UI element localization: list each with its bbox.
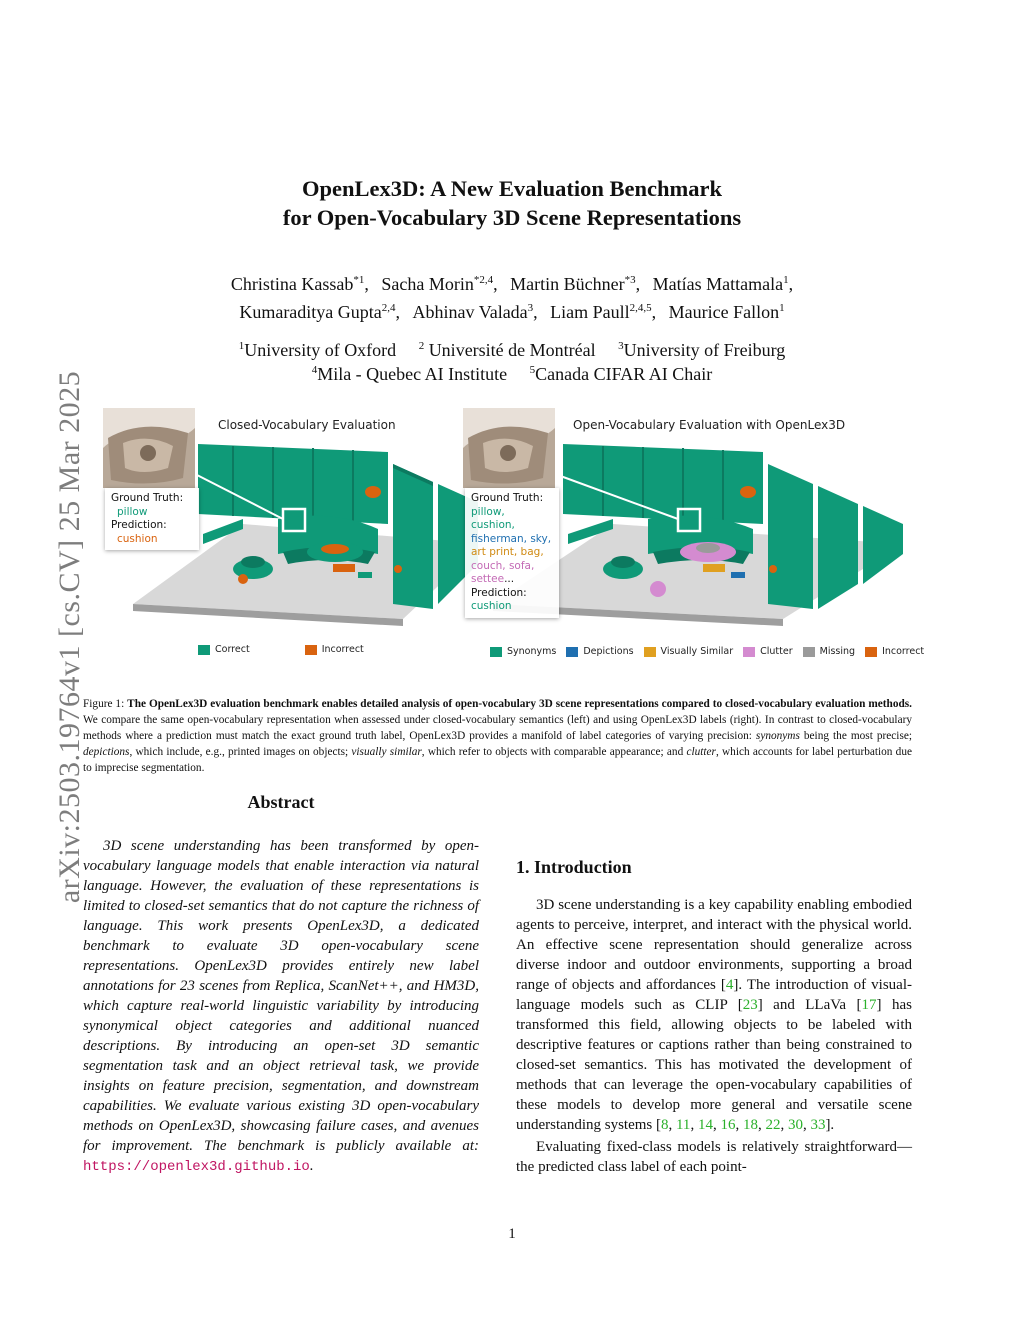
author: Christina Kassab$^{*1}$,: [230, 274, 369, 294]
introduction-heading: 1. Introduction: [516, 857, 632, 877]
affiliation-name: Canada CIFAR AI Chair: [535, 364, 713, 384]
author-name: Liam Paull: [550, 302, 630, 322]
legend-item-visually-similar: [644, 646, 734, 657]
pred-label: Prediction:: [111, 519, 167, 531]
citation-link[interactable]: 8: [660, 1117, 669, 1133]
intro-text: ] has transformed this field, allowing objects to be labeled with descriptive features or captions rather than being constrained to closed-set semantics. This has motivated the development of methods that can leverage the open-vocabulary capabilities of these models to develop more general and versatile scene understanding systems [: [516, 997, 912, 1133]
author-list: [0, 270, 1024, 326]
affiliation-sup: 4: [311, 364, 318, 376]
legend-item-missing: [803, 646, 855, 657]
affiliation-name: Université de Montréal: [424, 340, 596, 360]
caption-term: depictions: [83, 746, 130, 758]
caption-term: synonyms: [755, 730, 800, 742]
caption-text: , which include, e.g., printed images on objects;: [129, 746, 352, 758]
caption-prefix: Figure 1:: [83, 698, 128, 710]
author-name: Matías Mattamala: [652, 274, 784, 294]
scene-right-wall: [768, 464, 813, 609]
project-url-link[interactable]: https://openlex3d.github.io: [83, 1159, 310, 1175]
pred-value: cushion: [117, 532, 158, 545]
abstract-end: .: [309, 1158, 314, 1174]
affiliation: [618, 340, 785, 360]
affiliation-sup: 5: [529, 364, 536, 376]
caption-term: visually similar: [351, 746, 422, 758]
affiliation: [419, 340, 596, 360]
intro-paragraph-1: 3D scene understanding is a key capability enabling embodied agents to perceive, interpret, and interact with the physical world. An effective scene representation should generalize across diverse indoor and outdoor environments, supporting a broad range of objects and affordances [4]. The introduction of visual-language models such as CLIP [23] and LLaVa [17] has transformed this field, allowing objects to be labeled with descriptive features or captions rather than being constrained to closed-set semantics. This has motivated the development of methods that can leverage the open-vocabulary capabilities of these models to develop more general and versatile scene understanding systems [8, 11, 14, 16, 18, 22, 30, 33].: [516, 897, 912, 1133]
citation-link[interactable]: 23: [742, 997, 758, 1013]
clutter-label: settee: [471, 573, 505, 585]
affiliation-line-2: [0, 362, 1024, 386]
legend-swatch: [566, 647, 578, 657]
pred-value: cushion: [471, 600, 512, 612]
caption-bold: The OpenLex3D evaluation benchmark enables detailed analysis of open-vocabulary 3D scene representations compared to closed-vocabulary evaluation methods.: [127, 698, 912, 710]
intro-text: ].: [825, 1117, 835, 1133]
gt-value: pillow: [117, 505, 148, 518]
legend-label: Visually Similar: [660, 646, 734, 657]
intro-paragraph-2: Evaluating fixed-class models is relatively straightforward—the predicted class label of each point-: [516, 1139, 912, 1175]
author-sup: *1: [353, 274, 365, 286]
pillow-thumbnail: [463, 408, 555, 488]
author: Martin Büchner$^{*3}$,: [510, 274, 641, 294]
author-name: Martin Büchner: [510, 274, 625, 294]
affiliation-sup: 2: [418, 340, 425, 352]
pillow-thumbnail: [103, 408, 195, 488]
legend-swatch: [644, 647, 656, 657]
clutter-label: couch, sofa,: [471, 559, 535, 572]
affiliation-sup: 1: [238, 340, 245, 352]
author-sup: *3: [624, 274, 636, 286]
open-vocab-panel: [463, 404, 923, 639]
citation-link[interactable]: 18: [742, 1117, 758, 1133]
figure-caption: [83, 696, 912, 776]
ellipsis: ...: [504, 573, 515, 585]
author-line-2: [0, 298, 1024, 326]
introduction-section: [516, 855, 912, 1177]
author-sup: 1: [779, 302, 785, 314]
pred-label: Prediction:: [471, 586, 527, 599]
abstract-section: [83, 790, 479, 1177]
clutter-line: [471, 573, 553, 587]
synonym-label: cushion,: [471, 519, 515, 531]
legend-swatch: [305, 645, 317, 655]
figure-1: [103, 404, 923, 662]
citation-link[interactable]: 4: [725, 977, 734, 993]
caption-text: We compare the same open-vocabulary representation when assessed under closed-vocabulary semantics (left) and using OpenLex3D labels (right). In contrast to closed-vocabulary methods where a prediction must match the exact ground truth label, OpenLex3D provides a manifold of label categories of varying precision:: [83, 714, 912, 742]
citation-link[interactable]: 17: [861, 997, 877, 1013]
legend-label: Missing: [819, 646, 856, 657]
caption-text: , which accounts for label perturbation due to imprecise segmentation.: [83, 746, 912, 774]
legend-label: Incorrect: [321, 644, 364, 655]
right-panel-title: Open-Vocabulary Evaluation with OpenLex3D: [573, 418, 846, 432]
legend-item-clutter: [743, 646, 793, 657]
author: Matías Mattamala$^1$,: [652, 274, 794, 294]
gt-label: Ground Truth:: [111, 492, 184, 504]
gt-label: Ground Truth:: [471, 492, 544, 504]
author: Kumaraditya Gupta$^{2,4}$,: [239, 302, 401, 322]
author-name: Abhinav Valada: [412, 302, 528, 322]
abstract-heading: Abstract: [247, 792, 315, 812]
visually-similar-label: art print, bag,: [471, 546, 544, 558]
right-label-box: [465, 488, 559, 618]
intro-text: ] and LLaVa [: [757, 997, 862, 1013]
citation-link[interactable]: 11: [675, 1117, 691, 1133]
author-name: Kumaraditya Gupta: [239, 302, 382, 322]
legend-label: Incorrect: [882, 646, 925, 657]
citation-link[interactable]: 30: [787, 1117, 803, 1133]
affiliations: [0, 338, 1024, 386]
scene-right-wall: [393, 464, 433, 609]
paper-title: [0, 174, 1024, 232]
left-label-box: [105, 488, 199, 550]
author-sup: 3: [527, 302, 534, 314]
legend-item-correct: [198, 644, 250, 655]
affiliation: [239, 340, 396, 360]
abstract-text: 3D scene understanding has been transformed by open-vocabulary language models that enable interaction via natural language. However, the evaluation of these representations is limited to closed-set semantics that do not capture the richness of language. This work presents OpenLex3D, a dedicated benchmark to evaluate 3D open-vocabulary scene representations. OpenLex3D provides entirely new label annotations for 23 scenes from Replica, ScanNet++, and HM3D, which capture real-world linguistic variability by introducing synonymical object categories and additional nuanced descriptions. By introducing an open-set 3D semantic segmentation task and an object retrieval task, we provide insights on feature precision, segmentation, and downstream capabilities. We evaluate various existing 3D open-vocabulary methods on OpenLex3D, showcasing failure cases, and avenues for improvement. The benchmark is publicly available at:: [83, 838, 479, 1154]
affiliation-sup: 3: [618, 340, 624, 352]
legend-item-incorrect: [865, 646, 924, 657]
author-sup: 2,4: [381, 302, 396, 314]
legend-label: Correct: [215, 644, 250, 655]
legend-item-synonyms: [490, 646, 556, 657]
caption-text: being the most precise;: [799, 730, 912, 742]
legend-left: [198, 644, 374, 655]
depiction-label: fisherman, sky,: [471, 532, 552, 545]
caption-term: clutter: [686, 746, 716, 758]
affiliation: [530, 364, 713, 384]
citation-link[interactable]: 16: [720, 1117, 736, 1133]
affiliation-name: University of Freiburg: [623, 340, 786, 360]
legend-item-depictions: [566, 646, 633, 657]
left-panel-title: Closed-Vocabulary Evaluation: [218, 418, 396, 432]
page-number: 1: [508, 1226, 516, 1242]
legend-label: Depictions: [583, 646, 634, 657]
author: Sacha Morin$^{*2,4}$,: [381, 274, 498, 294]
arxiv-stamp: arXiv:2503.19764v1 [cs.CV] 25 Mar 2025: [53, 370, 86, 904]
affiliation: [312, 364, 507, 384]
citation-link[interactable]: 22: [765, 1117, 781, 1133]
legend-label: Synonyms: [507, 646, 557, 657]
legend-item-incorrect: [305, 644, 364, 655]
scene-back-wall: [198, 444, 388, 524]
legend-swatch: [803, 647, 815, 657]
abstract-body: [83, 836, 479, 1177]
author-name: Sacha Morin: [381, 274, 474, 294]
synonym-label: pillow,: [471, 505, 505, 518]
legend-swatch: [865, 647, 877, 657]
citation-link[interactable]: 33: [810, 1117, 826, 1133]
legend-swatch: [490, 647, 502, 657]
author: [669, 302, 785, 322]
legend-right: [490, 646, 934, 657]
legend-swatch: [198, 645, 210, 655]
legend-label: Clutter: [760, 646, 793, 657]
author-sup: 2,4,5: [629, 302, 652, 314]
author-line-1: [0, 270, 1024, 298]
author: Liam Paull$^{2,4,5}$,: [550, 302, 657, 322]
scene-back-wall: [563, 444, 763, 524]
affiliation-line-1: [0, 338, 1024, 362]
author-name: Maurice Fallon: [668, 302, 780, 322]
closed-vocab-panel: [103, 404, 483, 639]
intro-text: ]. The introduction of visual-language models such as CLIP [: [516, 977, 912, 1013]
caption-text: , which refer to objects with comparable appearance; and: [421, 746, 687, 758]
citation-link[interactable]: 14: [697, 1117, 713, 1133]
affiliation-name: University of Oxford: [244, 340, 397, 360]
title-line-1: OpenLex3D: A New Evaluation Benchmark: [301, 176, 723, 201]
author-sup: *2,4: [473, 274, 494, 286]
author-sup: 1: [783, 274, 789, 286]
affiliation-name: Mila - Quebec AI Institute: [317, 364, 508, 384]
intro-text: 3D scene understanding is a key capability enabling embodied agents to perceive, interpret, and interact with the physical world. An effective scene representation should generalize across diverse indoor and outdoor environments, supporting a broad range of objects and affordances [: [516, 897, 912, 993]
author-name: Christina Kassab: [230, 274, 354, 294]
author: Abhinav Valada$^3$,: [412, 302, 538, 322]
title-line-2: for Open-Vocabulary 3D Scene Representations: [282, 205, 742, 230]
legend-swatch: [743, 647, 755, 657]
